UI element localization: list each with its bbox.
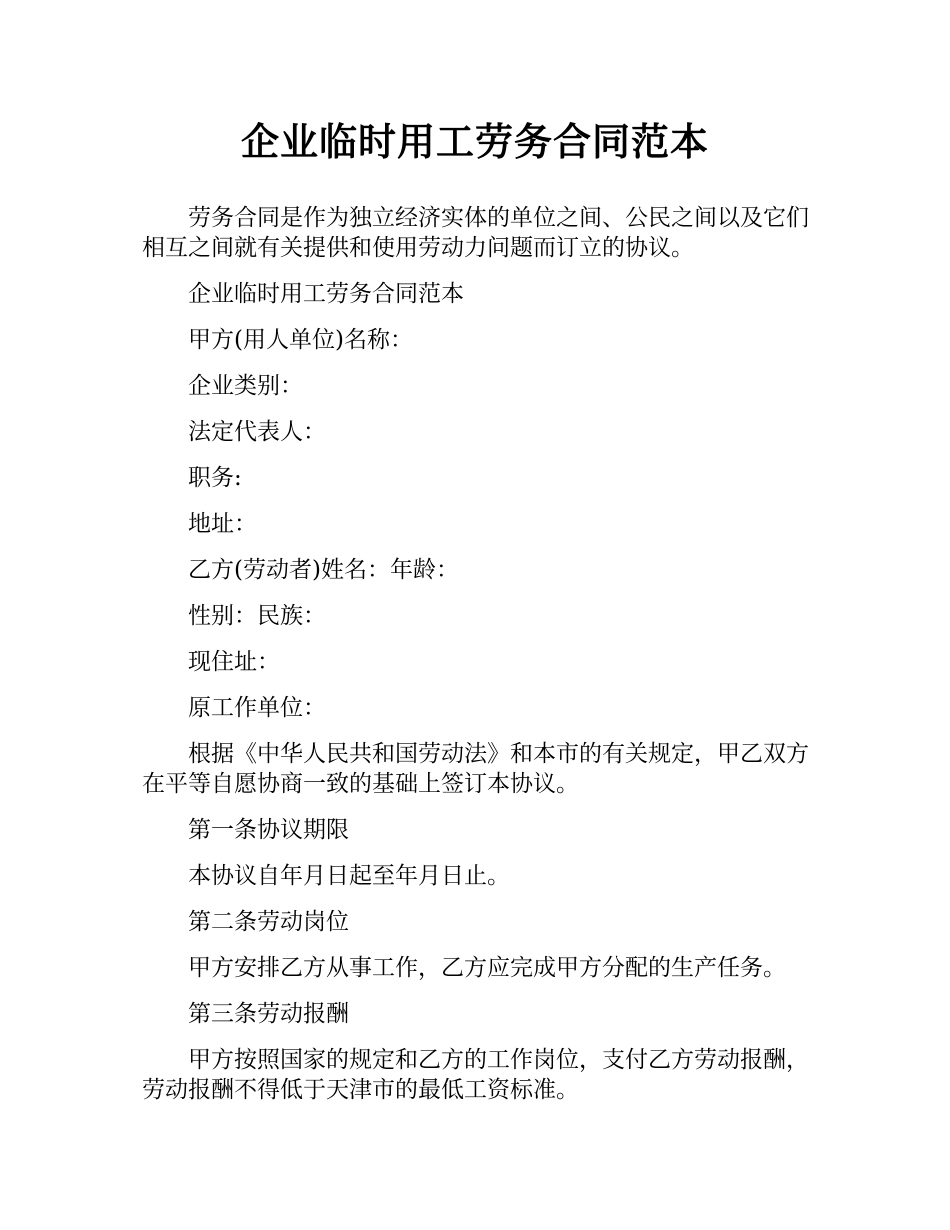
paragraph-legal-basis: 根据《中华人民共和国劳动法》和本市的有关规定，甲乙双方在平等自愿协商一致的基础上签订本协议。: [142, 741, 809, 797]
field-enterprise-type: 企业类别：: [188, 373, 303, 399]
field-former-employer: 原工作单位：: [188, 695, 326, 721]
field-employer-name: 甲方(用人单位)名称：: [188, 327, 413, 353]
field-legal-representative: 法定代表人：: [188, 419, 326, 445]
paragraph-intro: 劳务合同是作为独立经济实体的单位之间、公民之间以及它们相互之间就有关提供和使用劳动力问题而订立的协议。: [142, 205, 809, 261]
field-position: 职务:: [188, 465, 242, 491]
field-current-address: 现住址：: [188, 649, 280, 675]
document-body: [142, 203, 822, 1121]
article-2-heading: 第二条劳动岗位: [188, 909, 349, 935]
field-worker-name-age: 乙方(劳动者)姓名：年龄：: [188, 557, 459, 583]
article-3-text: 甲方按照国家的规定和乙方的工作岗位，支付乙方劳动报酬，劳动报酬不得低于天津市的最低工资标准。: [142, 1047, 809, 1103]
field-gender-ethnicity: 性别：民族：: [188, 603, 326, 629]
paragraph-subtitle: 企业临时用工劳务合同范本: [188, 281, 464, 307]
field-address: 地址：: [188, 511, 257, 537]
article-2-text: 甲方安排乙方从事工作，乙方应完成甲方分配的生产任务。: [188, 955, 786, 981]
document-title: 企业临时用工劳务合同范本: [240, 120, 709, 164]
article-3-heading: 第三条劳动报酬: [188, 1001, 349, 1027]
article-1-text: 本协议自年月日起至年月日止。: [188, 863, 510, 889]
article-1-heading: 第一条协议期限: [188, 817, 349, 843]
